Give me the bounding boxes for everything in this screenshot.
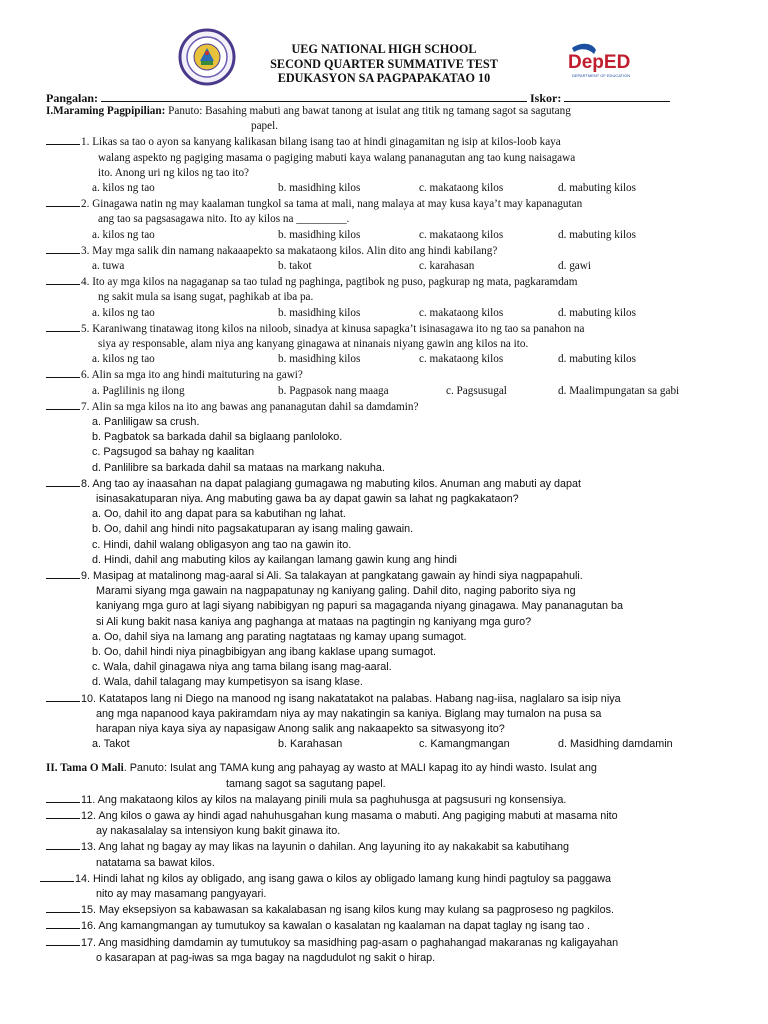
score-field[interactable] <box>564 90 670 102</box>
section1-instructions: I.Maraming Pagpipilian: Panuto: Basahing mabuti ang bawat tanong at isulat ang titik ng tamang sagot sa sagutang <box>46 105 571 117</box>
answer-blank[interactable] <box>46 196 80 207</box>
answer-blank[interactable] <box>46 691 80 702</box>
choices <box>46 181 726 196</box>
answer-blank[interactable] <box>46 476 80 487</box>
tf-item-11: 11. Ang makataong kilos ay kilos na malayang pinili mula sa paghuhusga at pagsusuri ng konsensiya. <box>46 792 726 808</box>
true-false-list <box>46 792 726 966</box>
choice-a: a. kilos ng tao <box>92 182 155 195</box>
choice-c: c. Wala, dahil ginagawa niya ang tama bilang isang mag-aaral. <box>92 661 392 674</box>
choice-a: a. Panliligaw sa crush. <box>92 415 200 428</box>
choice-d: d. gawi <box>558 260 591 272</box>
answer-blank[interactable] <box>40 871 74 882</box>
question-4: 4. Ito ay mga kilos na nagaganap sa tao tulad ng paghinga, pagtibok ng puso, pagkurap ng mata, pagkaramdam ng sakit mula sa isang sugat, paghikab at iba pa. a. kilos ng tao b. masidhing kilos c. makataong kilos d. mabuting kilos <box>46 274 726 321</box>
answer-blank[interactable] <box>46 243 80 254</box>
choice-b: b. Karahasan <box>278 738 343 751</box>
answer-blank[interactable] <box>46 918 80 929</box>
question-5: 5. Karaniwang tinatawag itong kilos na niloob, sinadya at kinusa sapagka’t isinasagawa ito ng tao sa panahon na siya ay responsable, alam niya ang kanyang ginagawa at ninanais niyang gawin ang kilos na ito. a. kilos ng tao b. masidhing kilos c. makataong kilos d. mabuting kilos <box>46 321 726 368</box>
name-label: Pangalan: <box>46 91 99 105</box>
header <box>0 28 768 90</box>
name-field[interactable] <box>101 90 527 102</box>
choice-d: d. Masidhing damdamin <box>558 738 673 751</box>
choice-a: a. kilos ng tao <box>92 228 155 241</box>
choice-b: b. masidhing kilos <box>278 353 361 366</box>
choice-a: a. tuwa <box>92 260 125 272</box>
school-name: UEG NATIONAL HIGH SCHOOL <box>291 42 477 56</box>
tf-item-12: 12. Ang kilos o gawa ay hindi agad nahuhusgahan kung masama o mabuti. Ang pagiging mabuti at masama nito ay nakasalalay sa intensiyon kung bakit ginawa ito. <box>46 808 726 839</box>
choice-d: d. Hindi, dahil ang mabuting kilos ay kailangan lamang gawin kung ang hindi <box>92 553 457 566</box>
choice-c: c. makataong kilos <box>419 228 504 241</box>
choice-b: b. masidhing kilos <box>278 228 361 241</box>
header-titles <box>0 42 768 86</box>
choice-a: a. Paglilinis ng ilong <box>92 384 185 397</box>
choice-b: b. Oo, dahil hindi niya pinagbibigyan ang ibang kaklase upang sumagot. <box>92 646 436 659</box>
answer-blank[interactable] <box>46 367 80 378</box>
choice-a: a. kilos ng tao <box>92 353 155 366</box>
choices <box>46 259 726 274</box>
choice-a: a. Oo, dahil ito ang dapat para sa kabutihan ng lahat. <box>92 508 346 521</box>
answer-blank[interactable] <box>46 399 80 410</box>
section2-instructions: II. Tama O Mali. Panuto: Isulat ang TAMA kung ang pahayag ay wasto at MALI kapag ito ay hindi wasto. Isulat ang <box>46 762 597 775</box>
choice-c: c. Kamangmangan <box>419 738 510 751</box>
choice-b: b. Pagpasok nang maaga <box>278 384 389 397</box>
name-score-line <box>46 90 696 105</box>
question-1: 1. Likas sa tao o ayon sa kanyang kalikasan bilang isang tao at hindi ginagamitan ng isip at kilos-loob kaya walang aspekto ng pagiging masama o pagiging mabuti kaya walang pananagutan ang tao kung naisagawa ito. Anong uri ng kilos ng tao ito? a. kilos ng tao b. masidhing kilos c. makataong kilos d. mabuting kilos <box>46 134 726 196</box>
choice-a: a. Takot <box>92 738 130 751</box>
answer-blank[interactable] <box>46 935 80 946</box>
choice-d: d. Panlilibre sa barkada dahil sa mataas na markang nakuha. <box>92 461 385 474</box>
choice-d: d. mabuting kilos <box>558 228 637 241</box>
question-9: 9. Masipag at matalinong mag-aaral si Ali. Sa talakayan at pangkatang gawain ay hindi siya nagpapahuli. Marami siyang mga gawain na nagpapatunay ng kaniyang galing. Dahil dito, naging paborito siya ng kaniyang mga guro at lagi siyang nabibigyan ng papuri sa magaganda niyang ginagawa. May pananagutan ba si Ali kung bakit nasa kaniya ang paghanga at mataas na pagtingin ng kaniyang mga guro? a. Oo, dahil siya na lamang ang parating nagtataas ng kamay upang sumagot. b. Oo, dahil hindi niya pinagbibigyan ang ibang kaklase upang sumagot. c. Wala, dahil ginagawa niya ang tama bilang isang mag-aaral. d. Wala, dahil talagang may kumpetisyon sa isang klase. <box>46 568 726 691</box>
choice-b: b. masidhing kilos <box>278 306 361 319</box>
choices <box>46 737 726 752</box>
choice-d: d. Wala, dahil talagang may kumpetisyon sa isang klase. <box>92 676 363 689</box>
choices <box>46 352 726 367</box>
answer-blank[interactable] <box>46 321 80 332</box>
question-3: 3. May mga salik din namang nakaaapekto sa makataong kilos. Alin dito ang hindi kabilang? a. tuwa b. takot c. karahasan d. gawi <box>46 243 726 274</box>
choices <box>46 306 726 321</box>
question-2: 2. Ginagawa natin ng may kaalaman tungkol sa tama at mali, nang malaya at may kusa kaya’t may kapanagutan ang tao sa pagsasagawa nito. Ito ay kilos na _________. a. kilos ng tao b. masidhing kilos c. makataong kilos d. mabuting kilos <box>46 196 726 243</box>
choice-d: d. mabuting kilos <box>558 182 637 195</box>
score-label: Iskor: <box>530 91 562 105</box>
answer-blank[interactable] <box>46 568 80 579</box>
test-title: SECOND QUARTER SUMMATIVE TEST <box>270 56 498 71</box>
test-body: I.Maraming Pagpipilian: Panuto: Basahing mabuti ang bawat tanong at isulat ang titik ng tamang sagot sa sagutang papel. 1. Likas sa tao o ayon sa kanyang kalikasan bilang isang tao at hindi ginagamitan ng isip at kilos-loob kaya walang aspekto ng pagiging masama o pagiging mabuti kaya walang pananagutan ang tao kung naisagawa ito. Anong uri ng kilos ng tao ito? a. kilos ng tao b. masidhing kilos c. makataong kilos d. mabuting kilos 2. Ginagawa natin ng may kaalaman tungkol sa tama at mali, nang malaya at may kusa kaya’t may kapanagutan ang tao sa pagsasagawa nito. Ito ay kilos na _________. a. kilos ng tao b. masidhing kilos c. makataong kilos d. mabuting kilos 3. May mga salik din namang nakaaapekto sa makataong kilos. Alin dito ang hindi kabilang? a. tuwa b. takot c. karahasan d. gawi 4. Ito ay mga kilos na nagaganap sa tao tulad ng paghinga, pagtibok ng puso, pagkurap ng mata, pagkaramdam ng sakit mula sa isang sugat, paghikab at iba pa. a. kilos ng tao b. masidhing kilos c. makataong kilos d. mabuting kilos 5. Karaniwang tinatawag itong kilos na niloob, sinadya at kinusa sapagka’t isinasagawa ito ng tao sa panahon na siya ay responsable, alam niya ang kanyang ginagawa at ninanais niyang gawin ang kilos na ito. a. kilos ng tao b. masidhing kilos c. makataong kilos d. mabuting kilos 6. Alin sa mga ito ang hindi maituturing na gawi? a. Paglilinis ng ilong b. Pagpasok nang maaga c. Pagsusugal d. Maalimpungatan sa gabi 7. Alin sa mga kilos na ito ang bawas ang pananagutan dahil sa damdamin? a. Panliligaw sa crush. b. Pagbatok sa barkada dahil sa biglaang panloloko. c. Pagsugod sa bahay ng kaalitan d. Panlilibre sa barkada dahil sa mataas na markang nakuha. 8. Ang tao ay inaasahan na dapat palagiang gumagawa ng mabuting kilos. Anuman ang mabuti ay dapat isinasakatuparan niya. Ang mabuting gawa ba ay dapat gawin sa lahat ng pagkakataon? a. Oo, dahil ito ang dapat para sa kabutihan ng lahat. b. Oo, dahil ang hindi nito pagsakatuparan ay isang maling gawain. c. Hindi, dahil walang obligasyon ang tao na gawin ito. d. Hindi, dahil ang mabuting kilos ay kailangan lamang gawin kung ang hindi 9. Masipag at matalinong mag-aaral si Ali. Sa talakayan at pangkatang gawain ay hindi siya nagpapahuli. Marami siyang mga gawain na nagpapatunay ng kaniyang galing. Dahil dito, naging paborito siya ng kaniyang mga guro at lagi siyang nabibigyan ng papuri sa magaganda niyang ginagawa. May pananagutan ba si Ali kung bakit nasa kaniya ang paghanga at mataas na pagtingin ng kaniyang mga guro? a. Oo, dahil siya na lamang ang parating nagtataas ng kamay upang sumagot. b. Oo, dahil hindi niya pinagbibigyan ang ibang kaklase upang sumagot. c. Wala, dahil ginagawa niya ang tama bilang isang mag-aaral. d. Wala, dahil talagang may kumpetisyon sa isang klase. 10. Katatapos lang ni Diego na manood ng isang nakatatakot na palabas. Habang nag-iisa, naglalaro sa isip niya ang mga napanood kaya pakiramdam niya ay may nakatingin sa kaniya. Biglang may tumalon na pusa sa harapan niya kaya siya ay napasigaw Anong salik ang nakaapekto sa sitwasyong ito? a. Takot b. Karahasan c. Kamangmangan d. Masidhing damdamin II. Tama O Mali. Panuto: Isulat ang TAMA kung ang pahayag ay wasto at MALI kapag ito ay hindi wasto. Isulat ang tamang sagot sa sagutang papel. 11. Ang makataong kilos ay kilos na malayang pinili mula sa paghuhusga at pagsusuri ng konsensiya. 12. Ang kilos o gawa ay hindi agad nahuhusgahan kung masama o mabuti. Ang pagiging mabuti at masama nito ay nakasalalay sa intensiyon kung bakit ginawa ito. 13. Ang lahat ng bagay ay may likas na layunin o dahilan. Ang layuning ito ay nakakabit sa kabutihang natatama sa bawat kilos. 14. Hindi lahat ng kilos ay obligado, ang isang gawa o kilos ay obligado lamang kung hindi pagtuloy sa paggawa nito ay may masamang pangyayari. 15. May eksepsiyon sa kabawasan sa kakalabasan ng isang kilos kung may kulang sa pagproseso ng pagkilos. 16. Ang kamangmangan ay tumutukoy sa kawalan o kasalatan ng kaalaman na dapat taglay ng isang tao . 17. Ang masidhing damdamin ay tumutukoy sa masidhing pag-asam o paghahangad makaranas ng kaligayahan o kasarapan at pag-iwas sa mga bagay na nagdudulot ng sakit o hirap. <box>46 104 726 966</box>
choice-b: b. Pagbatok sa barkada dahil sa biglaang panloloko. <box>92 431 343 444</box>
question-8: 8. Ang tao ay inaasahan na dapat palagiang gumagawa ng mabuting kilos. Anuman ang mabuti ay dapat isinasakatuparan niya. Ang mabuting gawa ba ay dapat gawin sa lahat ng pagkakataon? a. Oo, dahil ito ang dapat para sa kabutihan ng lahat. b. Oo, dahil ang hindi nito pagsakatuparan ay isang maling gawain. c. Hindi, dahil walang obligasyon ang tao na gawin ito. d. Hindi, dahil ang mabuting kilos ay kailangan lamang gawin kung ang hindi <box>46 476 726 568</box>
choice-b: b. Oo, dahil ang hindi nito pagsakatuparan ay isang maling gawain. <box>92 523 414 536</box>
answer-blank[interactable] <box>46 808 80 819</box>
choices <box>46 384 726 399</box>
choice-c: c. Hindi, dahil walang obligasyon ang tao na gawin ito. <box>92 538 352 551</box>
tf-item-17: 17. Ang masidhing damdamin ay tumutukoy sa masidhing pag-asam o paghahangad makaranas ng kaligayahan o kasarapan at pag-iwas sa mga bagay na nagdudulot ng sakit o hirap. <box>46 935 726 966</box>
question-10: 10. Katatapos lang ni Diego na manood ng isang nakatatakot na palabas. Habang nag-iisa, naglalaro sa isip niya ang mga napanood kaya pakiramdam niya ay may nakatingin sa kaniya. Biglang may tumalon na pusa sa harapan niya kaya siya ay napasigaw Anong salik ang nakaapekto sa sitwasyong ito? a. Takot b. Karahasan c. Kamangmangan d. Masidhing damdamin <box>46 691 726 753</box>
answer-blank[interactable] <box>46 902 80 913</box>
choice-b: b. takot <box>278 260 312 272</box>
answer-blank[interactable] <box>46 792 80 803</box>
svg-text:DEPARTMENT OF EDUCATION: DEPARTMENT OF EDUCATION <box>572 73 631 78</box>
choice-c: c. Pagsugod sa bahay ng kaalitan <box>92 446 255 459</box>
choice-c: c. Pagsusugal <box>446 384 507 397</box>
choice-c: c. makataong kilos <box>419 182 504 195</box>
svg-text:DepED: DepED <box>568 52 631 73</box>
choice-b: b. masidhing kilos <box>278 182 361 195</box>
answer-blank[interactable] <box>46 839 80 850</box>
tf-item-15: 15. May eksepsiyon sa kabawasan sa kakalabasan ng isang kilos kung may kulang sa pagproseso ng pagkilos. <box>46 902 726 918</box>
question-6: 6. Alin sa mga ito ang hindi maituturing na gawi? a. Paglilinis ng ilong b. Pagpasok nang maaga c. Pagsusugal d. Maalimpungatan sa gabi <box>46 367 726 398</box>
choices <box>46 228 726 243</box>
subject-title: EDUKASYON SA PAGPAPAKATAO 10 <box>277 71 491 85</box>
choice-c: c. makataong kilos <box>419 306 504 319</box>
question-7: 7. Alin sa mga kilos na ito ang bawas ang pananagutan dahil sa damdamin? a. Panliligaw sa crush. b. Pagbatok sa barkada dahil sa biglaang panloloko. c. Pagsugod sa bahay ng kaalitan d. Panlilibre sa barkada dahil sa mataas na markang nakuha. <box>46 399 726 476</box>
answer-blank[interactable] <box>46 274 80 285</box>
choice-d: d. Maalimpungatan sa gabi <box>558 384 680 397</box>
choice-a: a. Oo, dahil siya na lamang ang parating nagtataas ng kamay upang sumagot. <box>92 630 467 643</box>
choice-c: c. makataong kilos <box>419 353 504 366</box>
tf-item-14: 14. Hindi lahat ng kilos ay obligado, ang isang gawa o kilos ay obligado lamang kung hindi pagtuloy sa paggawa nito ay may masamang pangyayari. <box>46 871 726 902</box>
choice-d: d. mabuting kilos <box>558 353 637 366</box>
choice-a: a. kilos ng tao <box>92 306 155 319</box>
answer-blank[interactable] <box>46 134 80 145</box>
tf-item-13: 13. Ang lahat ng bagay ay may likas na layunin o dahilan. Ang layuning ito ay nakakabit sa kabutihang natatama sa bawat kilos. <box>46 839 726 870</box>
choice-d: d. mabuting kilos <box>558 306 637 319</box>
tf-item-16: 16. Ang kamangmangan ay tumutukoy sa kawalan o kasalatan ng kaalaman na dapat taglay ng isang tao . <box>46 918 726 934</box>
choice-c: c. karahasan <box>419 260 475 272</box>
